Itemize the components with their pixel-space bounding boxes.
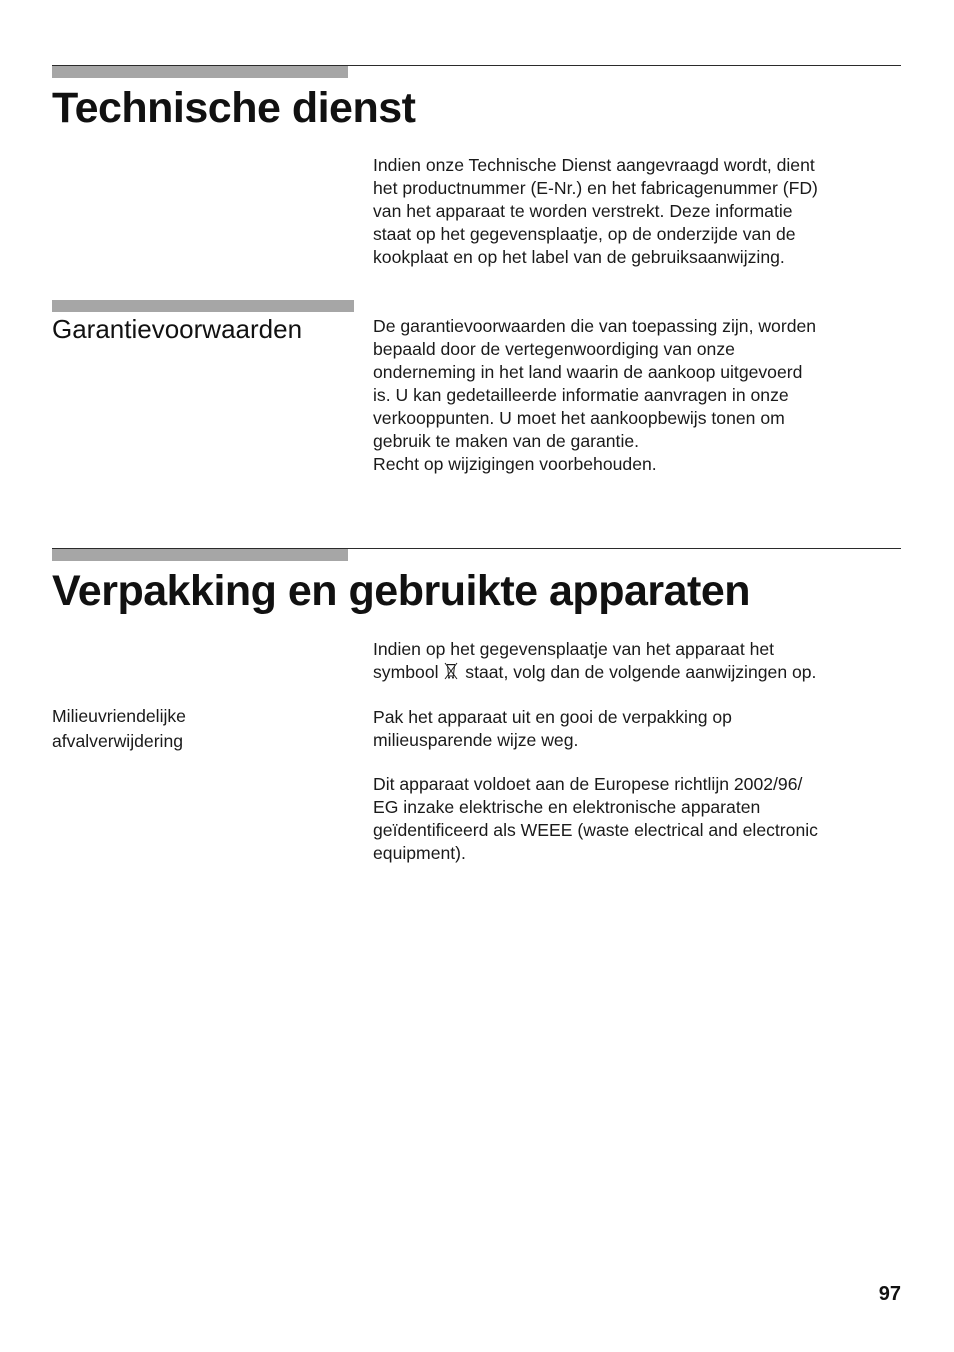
text-line: staat op het gegevensplaatje, op de onderzijde van de xyxy=(373,224,796,244)
text-line: kookplaat en op het label van de gebruiksaanwijzing. xyxy=(373,247,785,267)
text-line: bepaald door de vertegenwoordiging van onze xyxy=(373,339,735,359)
text-line: Indien onze Technische Dienst aangevraagd wordt, dient xyxy=(373,155,815,175)
heading-verpakking: Verpakking en gebruikte apparaten xyxy=(52,567,751,615)
section-rule-bar xyxy=(52,549,348,561)
text-line: is. U kan gedetailleerde informatie aanvragen in onze xyxy=(373,385,789,405)
text-line: Pak het apparaat uit en gooi de verpakking op xyxy=(373,707,732,727)
text-line: De garantievoorwaarden die van toepassing zijn, worden xyxy=(373,316,817,336)
text-line: van het apparaat te worden verstrekt. Deze informatie xyxy=(373,201,793,221)
section-rule-bar xyxy=(52,66,348,78)
heading-garantievoorwaarden: Garantievoorwaarden xyxy=(52,314,303,344)
text-line: geïdentificeerd als WEEE (waste electrical and electronic xyxy=(373,820,818,840)
text-line: gebruik te maken van de garantie. xyxy=(373,431,640,451)
subsection-rule-bar xyxy=(52,300,354,312)
verpakking-intro-paragraph xyxy=(373,638,903,684)
page-number: 97 xyxy=(878,1283,901,1305)
technische-dienst-paragraph xyxy=(373,154,903,269)
text-line: equipment). xyxy=(373,843,466,863)
text-line: Dit apparaat voldoet aan de Europese richtlijn 2002/96/ xyxy=(373,774,803,794)
text-line-with-icon xyxy=(373,661,903,684)
text-fragment: symbool xyxy=(373,662,439,682)
disposal-paragraph xyxy=(373,706,903,752)
garantievoorwaarden-paragraph xyxy=(373,315,903,476)
text-line: verkooppunten. U moet het aankoopbewijs tonen om xyxy=(373,408,785,428)
text-line: Recht op wijzigingen voorbehouden. xyxy=(373,454,657,474)
text-line: EG inzake elektrische en elektronische apparaten xyxy=(373,797,761,817)
side-label-milieuvriendelijke-afvalverwijdering xyxy=(52,704,186,754)
text-line: milieusparende wijze weg. xyxy=(373,730,579,750)
text-line: onderneming in het land waarin de aankoop uitgevoerd xyxy=(373,362,803,382)
crossed-out-wheelie-bin-icon xyxy=(444,661,458,681)
side-label-line: Milieuvriendelijke xyxy=(52,706,186,726)
text-line: het productnummer (E-Nr.) en het fabricagenummer (FD) xyxy=(373,178,818,198)
text-line: Indien op het gegevensplaatje van het apparaat het xyxy=(373,639,775,659)
heading-technische-dienst: Technische dienst xyxy=(52,84,416,132)
weee-paragraph xyxy=(373,773,903,865)
side-label-line: afvalverwijdering xyxy=(52,731,184,751)
text-fragment: staat, volg dan de volgende aanwijzingen op. xyxy=(465,662,817,682)
